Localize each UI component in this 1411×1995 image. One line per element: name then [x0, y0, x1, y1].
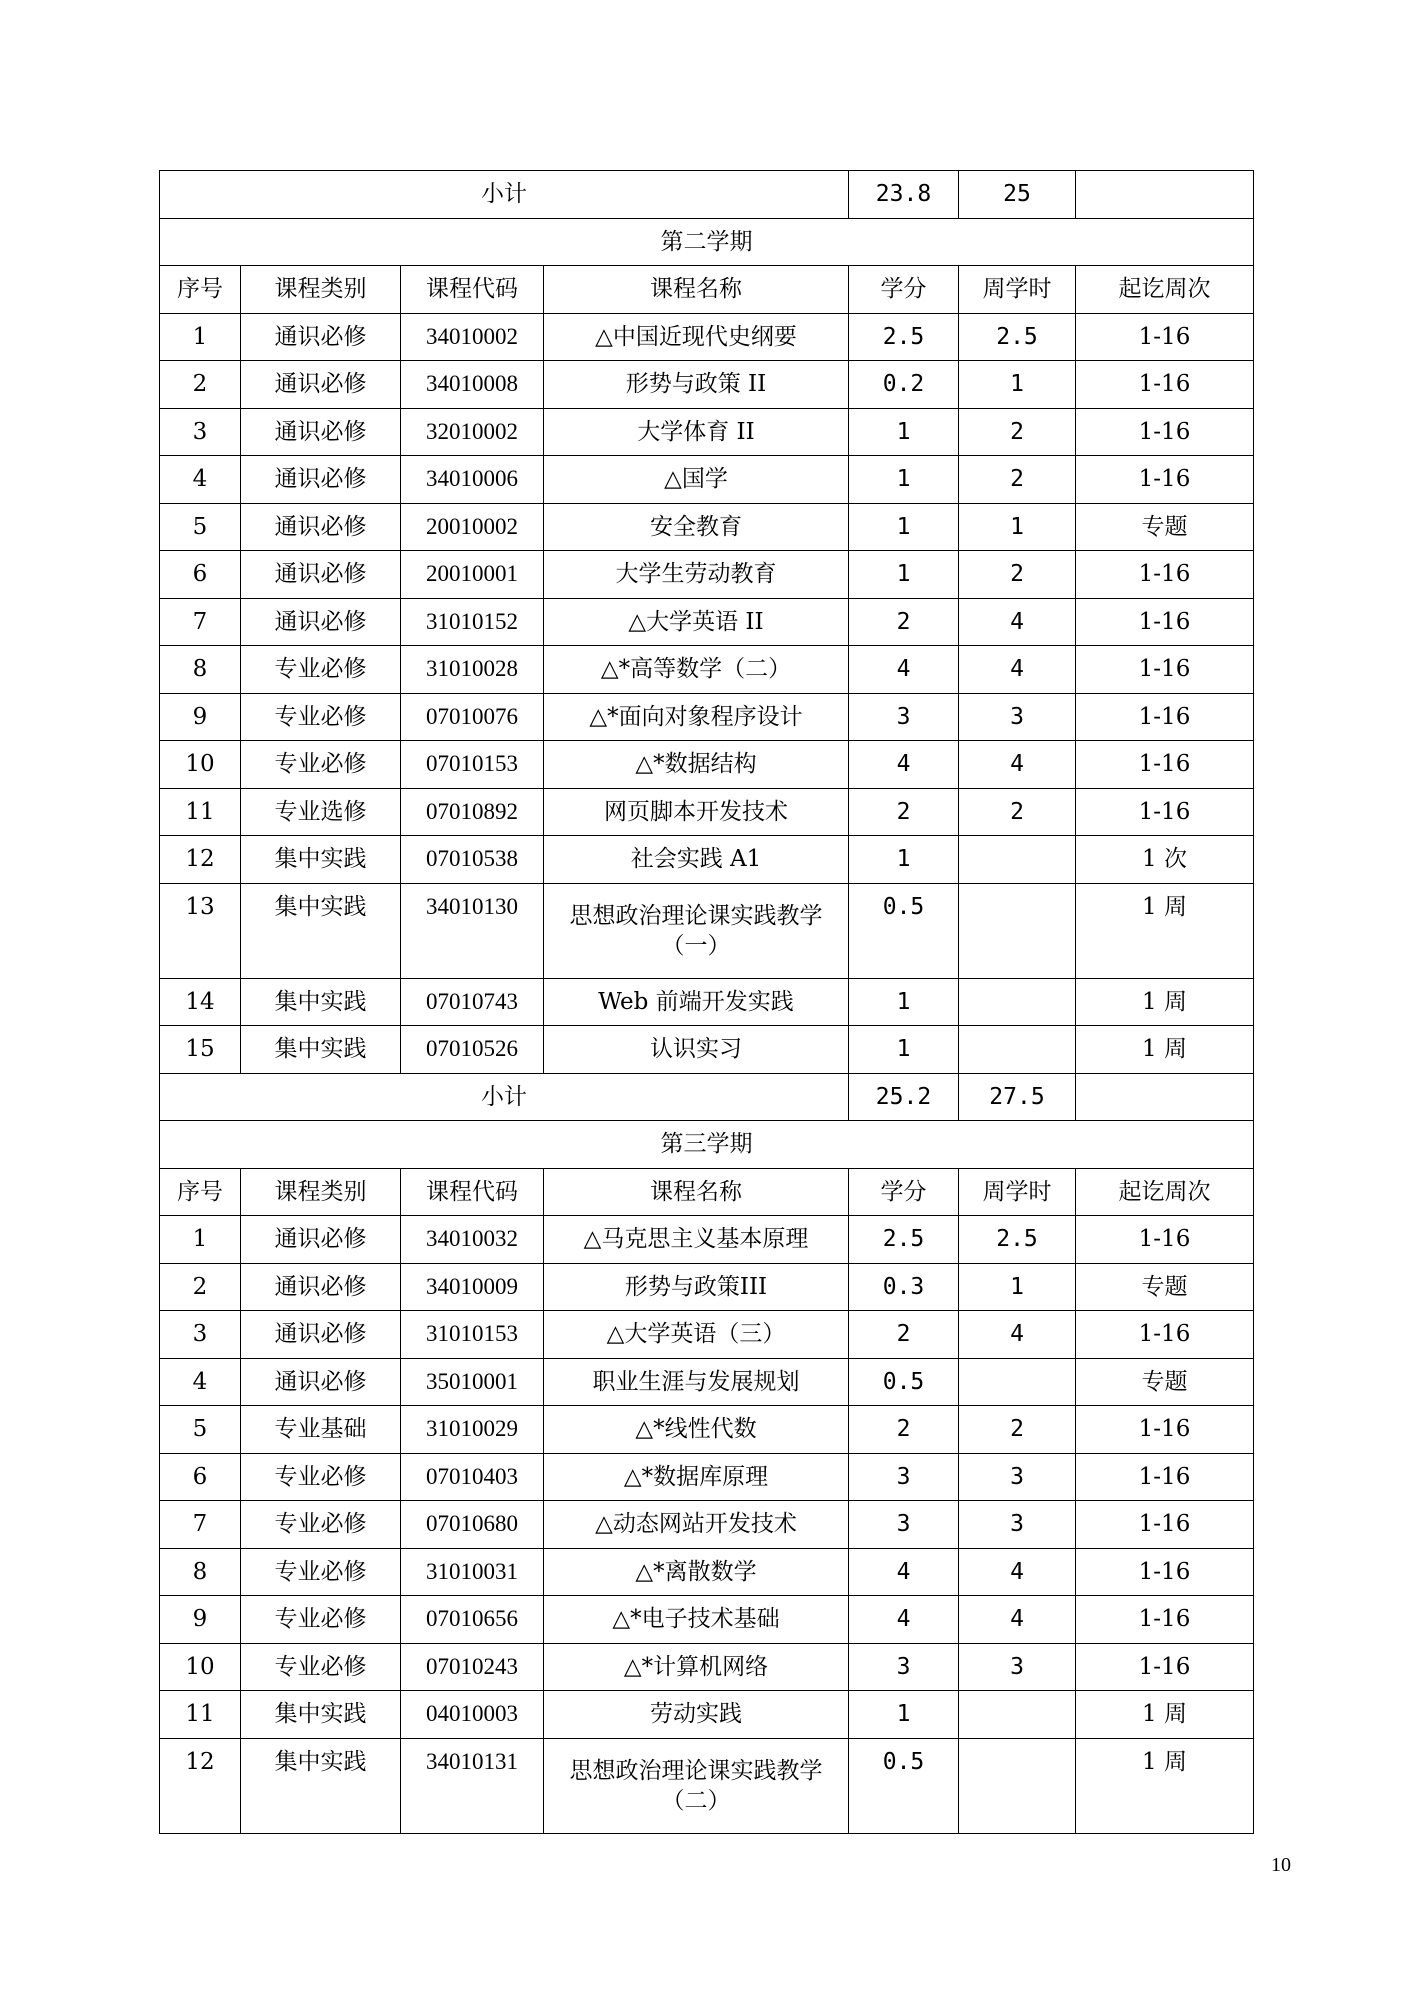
row-index: 12 [160, 1738, 241, 1833]
row-index: 13 [160, 883, 241, 978]
row-index: 14 [160, 978, 241, 1026]
course-category: 通识必修 [241, 551, 401, 599]
course-credit: 1 [849, 503, 959, 551]
course-category: 通识必修 [241, 408, 401, 456]
weekly-hours: 4 [959, 646, 1076, 694]
weekly-hours: 1 [959, 503, 1076, 551]
sem2-subtotal-row [160, 1073, 1254, 1121]
course-credit: 1 [849, 836, 959, 884]
course-credit: 3 [849, 1501, 959, 1549]
course-code: 07010538 [401, 836, 544, 884]
course-name: 形势与政策 II [544, 361, 849, 409]
course-name: △*数据库原理 [544, 1453, 849, 1501]
weekly-hours [959, 1358, 1076, 1406]
table-row [160, 1548, 1254, 1596]
course-code: 31010031 [401, 1548, 544, 1596]
row-index: 11 [160, 1691, 241, 1739]
table-row [160, 741, 1254, 789]
course-category: 集中实践 [241, 1026, 401, 1074]
course-credit: 3 [849, 1643, 959, 1691]
weekly-hours: 2.5 [959, 1216, 1076, 1264]
table-row [160, 408, 1254, 456]
weekly-hours [959, 1691, 1076, 1739]
course-credit: 1 [849, 978, 959, 1026]
table-row [160, 836, 1254, 884]
row-index: 1 [160, 1216, 241, 1264]
weekly-hours: 4 [959, 1311, 1076, 1359]
table-row [160, 883, 1254, 978]
weekly-hours [959, 836, 1076, 884]
course-name: 思想政治理论课实践教学（一） [544, 883, 849, 978]
course-name: 劳动实践 [544, 1691, 849, 1739]
week-range: 1-16 [1076, 408, 1254, 456]
course-code: 31010029 [401, 1406, 544, 1454]
course-name: △马克思主义基本原理 [544, 1216, 849, 1264]
column-header: 周学时 [959, 266, 1076, 314]
weekly-hours: 2 [959, 1406, 1076, 1454]
sem2-title-row [160, 218, 1254, 266]
course-code: 07010656 [401, 1596, 544, 1644]
weekly-hours [959, 883, 1076, 978]
weekly-hours [959, 1026, 1076, 1074]
course-category: 专业必修 [241, 1501, 401, 1549]
course-name: △国学 [544, 456, 849, 504]
week-range: 1-16 [1076, 313, 1254, 361]
weekly-hours: 3 [959, 1501, 1076, 1549]
course-name: △大学英语（三） [544, 1311, 849, 1359]
weekly-hours [959, 978, 1076, 1026]
semester-title: 第二学期 [160, 218, 1254, 266]
course-code: 04010003 [401, 1691, 544, 1739]
table-row [160, 1263, 1254, 1311]
course-name: △*高等数学（二） [544, 646, 849, 694]
course-code: 31010028 [401, 646, 544, 694]
course-category: 专业选修 [241, 788, 401, 836]
course-name: △*面向对象程序设计 [544, 693, 849, 741]
table-row [160, 1311, 1254, 1359]
course-code: 20010001 [401, 551, 544, 599]
row-index: 2 [160, 361, 241, 409]
column-header: 课程类别 [241, 266, 401, 314]
course-name: △*计算机网络 [544, 1643, 849, 1691]
course-name: △*离散数学 [544, 1548, 849, 1596]
week-range: 1-16 [1076, 456, 1254, 504]
course-code: 07010743 [401, 978, 544, 1026]
weekly-hours: 2 [959, 551, 1076, 599]
course-category: 通识必修 [241, 1358, 401, 1406]
course-category: 专业必修 [241, 1453, 401, 1501]
subtotal-label: 小计 [160, 1073, 849, 1121]
course-name: 网页脚本开发技术 [544, 788, 849, 836]
week-range: 1 周 [1076, 1691, 1254, 1739]
course-category: 通识必修 [241, 456, 401, 504]
course-category: 通识必修 [241, 1311, 401, 1359]
course-name: △大学英语 II [544, 598, 849, 646]
course-code: 35010001 [401, 1358, 544, 1406]
weekly-hours: 1 [959, 361, 1076, 409]
course-code: 07010076 [401, 693, 544, 741]
weekly-hours: 2 [959, 456, 1076, 504]
course-credit: 1 [849, 408, 959, 456]
week-range: 1-16 [1076, 1216, 1254, 1264]
row-index: 15 [160, 1026, 241, 1074]
week-range: 1-16 [1076, 551, 1254, 599]
course-code: 20010002 [401, 503, 544, 551]
weekly-hours: 4 [959, 1596, 1076, 1644]
course-credit: 2.5 [849, 1216, 959, 1264]
week-range: 1-16 [1076, 1643, 1254, 1691]
course-credit: 1 [849, 551, 959, 599]
weekly-hours: 1 [959, 1263, 1076, 1311]
table-row [160, 693, 1254, 741]
row-index: 7 [160, 598, 241, 646]
course-category: 专业必修 [241, 1548, 401, 1596]
table-row [160, 1453, 1254, 1501]
week-range: 1-16 [1076, 741, 1254, 789]
row-index: 11 [160, 788, 241, 836]
column-header: 周学时 [959, 1168, 1076, 1216]
row-index: 12 [160, 836, 241, 884]
column-header: 课程名称 [544, 266, 849, 314]
week-range: 1-16 [1076, 1596, 1254, 1644]
course-category: 专业必修 [241, 693, 401, 741]
course-name: 形势与政策III [544, 1263, 849, 1311]
semester-title: 第三学期 [160, 1121, 1254, 1169]
course-name: Web 前端开发实践 [544, 978, 849, 1026]
column-header: 课程类别 [241, 1168, 401, 1216]
course-credit: 2 [849, 1406, 959, 1454]
column-header: 序号 [160, 1168, 241, 1216]
table-row [160, 1501, 1254, 1549]
week-range: 1-16 [1076, 1453, 1254, 1501]
column-header: 课程代码 [401, 1168, 544, 1216]
course-code: 31010152 [401, 598, 544, 646]
course-code: 34010131 [401, 1738, 544, 1833]
column-header: 起讫周次 [1076, 266, 1254, 314]
week-range: 1-16 [1076, 1311, 1254, 1359]
course-credit: 0.5 [849, 1738, 959, 1833]
course-category: 专业基础 [241, 1406, 401, 1454]
course-category: 通识必修 [241, 598, 401, 646]
row-index: 8 [160, 1548, 241, 1596]
weekly-hours: 3 [959, 1643, 1076, 1691]
column-header: 序号 [160, 266, 241, 314]
course-name: △*电子技术基础 [544, 1596, 849, 1644]
course-category: 专业必修 [241, 741, 401, 789]
week-range: 1-16 [1076, 788, 1254, 836]
course-category: 通识必修 [241, 503, 401, 551]
table-row [160, 503, 1254, 551]
course-name: 职业生涯与发展规划 [544, 1358, 849, 1406]
course-code: 34010130 [401, 883, 544, 978]
course-category: 专业必修 [241, 1596, 401, 1644]
column-header: 起讫周次 [1076, 1168, 1254, 1216]
course-code: 34010032 [401, 1216, 544, 1264]
course-code: 34010008 [401, 361, 544, 409]
subtotal-hours: 27.5 [959, 1073, 1076, 1121]
course-credit: 4 [849, 1596, 959, 1644]
week-range: 1-16 [1076, 693, 1254, 741]
row-index: 10 [160, 741, 241, 789]
course-category: 集中实践 [241, 836, 401, 884]
week-range: 1 次 [1076, 836, 1254, 884]
row-index: 2 [160, 1263, 241, 1311]
weekly-hours [959, 1738, 1076, 1833]
course-name: 大学体育 II [544, 408, 849, 456]
table-row [160, 361, 1254, 409]
row-index: 10 [160, 1643, 241, 1691]
sem1-subtotal-row [160, 171, 1254, 219]
row-index: 5 [160, 1406, 241, 1454]
course-credit: 1 [849, 1691, 959, 1739]
table-row [160, 551, 1254, 599]
weekly-hours: 4 [959, 741, 1076, 789]
week-range: 1-16 [1076, 1548, 1254, 1596]
table-row [160, 788, 1254, 836]
row-index: 1 [160, 313, 241, 361]
weekly-hours: 2.5 [959, 313, 1076, 361]
row-index: 6 [160, 1453, 241, 1501]
course-code: 07010153 [401, 741, 544, 789]
week-range: 1 周 [1076, 978, 1254, 1026]
table-row [160, 1643, 1254, 1691]
week-range: 1-16 [1076, 361, 1254, 409]
table-row [160, 313, 1254, 361]
row-index: 4 [160, 456, 241, 504]
course-name: △*线性代数 [544, 1406, 849, 1454]
course-plan-table [159, 170, 1254, 1834]
weekly-hours: 4 [959, 1548, 1076, 1596]
row-index: 9 [160, 1596, 241, 1644]
course-code: 07010680 [401, 1501, 544, 1549]
course-category: 集中实践 [241, 978, 401, 1026]
course-category: 通识必修 [241, 1263, 401, 1311]
subtotal-label: 小计 [160, 171, 849, 219]
subtotal-hours: 25 [959, 171, 1076, 219]
course-credit: 0.2 [849, 361, 959, 409]
sem2-header-row [160, 266, 1254, 314]
subtotal-credit: 25.2 [849, 1073, 959, 1121]
column-header: 课程名称 [544, 1168, 849, 1216]
weekly-hours: 2 [959, 788, 1076, 836]
subtotal-range [1076, 1073, 1254, 1121]
course-name: △动态网站开发技术 [544, 1501, 849, 1549]
course-category: 集中实践 [241, 1738, 401, 1833]
week-range: 专题 [1076, 1263, 1254, 1311]
course-name: 大学生劳动教育 [544, 551, 849, 599]
course-credit: 2 [849, 598, 959, 646]
week-range: 1-16 [1076, 646, 1254, 694]
course-code: 07010892 [401, 788, 544, 836]
table-row [160, 1691, 1254, 1739]
table-row [160, 1406, 1254, 1454]
course-credit: 3 [849, 1453, 959, 1501]
course-credit: 2.5 [849, 313, 959, 361]
row-index: 5 [160, 503, 241, 551]
week-range: 专题 [1076, 1358, 1254, 1406]
table-row [160, 1738, 1254, 1833]
page-number: 10 [1271, 1854, 1291, 1876]
course-credit: 4 [849, 741, 959, 789]
course-code: 31010153 [401, 1311, 544, 1359]
course-code: 32010002 [401, 408, 544, 456]
row-index: 4 [160, 1358, 241, 1406]
course-code: 07010526 [401, 1026, 544, 1074]
course-code: 34010009 [401, 1263, 544, 1311]
sem3-header-row [160, 1168, 1254, 1216]
column-header: 学分 [849, 1168, 959, 1216]
course-name: 认识实习 [544, 1026, 849, 1074]
course-credit: 0.3 [849, 1263, 959, 1311]
table-row [160, 1216, 1254, 1264]
course-name: △*数据结构 [544, 741, 849, 789]
week-range: 专题 [1076, 503, 1254, 551]
week-range: 1-16 [1076, 1406, 1254, 1454]
table-row [160, 646, 1254, 694]
table-body [160, 171, 1254, 1834]
table-row [160, 978, 1254, 1026]
row-index: 3 [160, 1311, 241, 1359]
course-name: △中国近现代史纲要 [544, 313, 849, 361]
row-index: 3 [160, 408, 241, 456]
subtotal-credit: 23.8 [849, 171, 959, 219]
table-row [160, 598, 1254, 646]
table-row [160, 1596, 1254, 1644]
week-range: 1-16 [1076, 1501, 1254, 1549]
sem3-title-row [160, 1121, 1254, 1169]
weekly-hours: 2 [959, 408, 1076, 456]
column-header: 学分 [849, 266, 959, 314]
course-code: 07010403 [401, 1453, 544, 1501]
course-credit: 2 [849, 788, 959, 836]
weekly-hours: 4 [959, 598, 1076, 646]
course-credit: 4 [849, 646, 959, 694]
course-credit: 1 [849, 1026, 959, 1074]
column-header: 课程代码 [401, 266, 544, 314]
course-name: 社会实践 A1 [544, 836, 849, 884]
row-index: 7 [160, 1501, 241, 1549]
course-category: 通识必修 [241, 1216, 401, 1264]
course-name: 思想政治理论课实践教学（二） [544, 1738, 849, 1833]
course-category: 专业必修 [241, 646, 401, 694]
course-credit: 0.5 [849, 883, 959, 978]
course-name: 安全教育 [544, 503, 849, 551]
subtotal-range [1076, 171, 1254, 219]
course-code: 34010002 [401, 313, 544, 361]
course-category: 通识必修 [241, 361, 401, 409]
week-range: 1 周 [1076, 1026, 1254, 1074]
table-row [160, 1026, 1254, 1074]
table-row [160, 456, 1254, 504]
course-category: 集中实践 [241, 1691, 401, 1739]
course-code: 07010243 [401, 1643, 544, 1691]
course-category: 集中实践 [241, 883, 401, 978]
week-range: 1 周 [1076, 883, 1254, 978]
week-range: 1 周 [1076, 1738, 1254, 1833]
course-credit: 2 [849, 1311, 959, 1359]
weekly-hours: 3 [959, 693, 1076, 741]
course-credit: 0.5 [849, 1358, 959, 1406]
week-range: 1-16 [1076, 598, 1254, 646]
course-credit: 1 [849, 456, 959, 504]
course-code: 34010006 [401, 456, 544, 504]
course-credit: 3 [849, 693, 959, 741]
weekly-hours: 3 [959, 1453, 1076, 1501]
table-row [160, 1358, 1254, 1406]
course-category: 专业必修 [241, 1643, 401, 1691]
course-credit: 4 [849, 1548, 959, 1596]
course-category: 通识必修 [241, 313, 401, 361]
row-index: 9 [160, 693, 241, 741]
row-index: 6 [160, 551, 241, 599]
row-index: 8 [160, 646, 241, 694]
